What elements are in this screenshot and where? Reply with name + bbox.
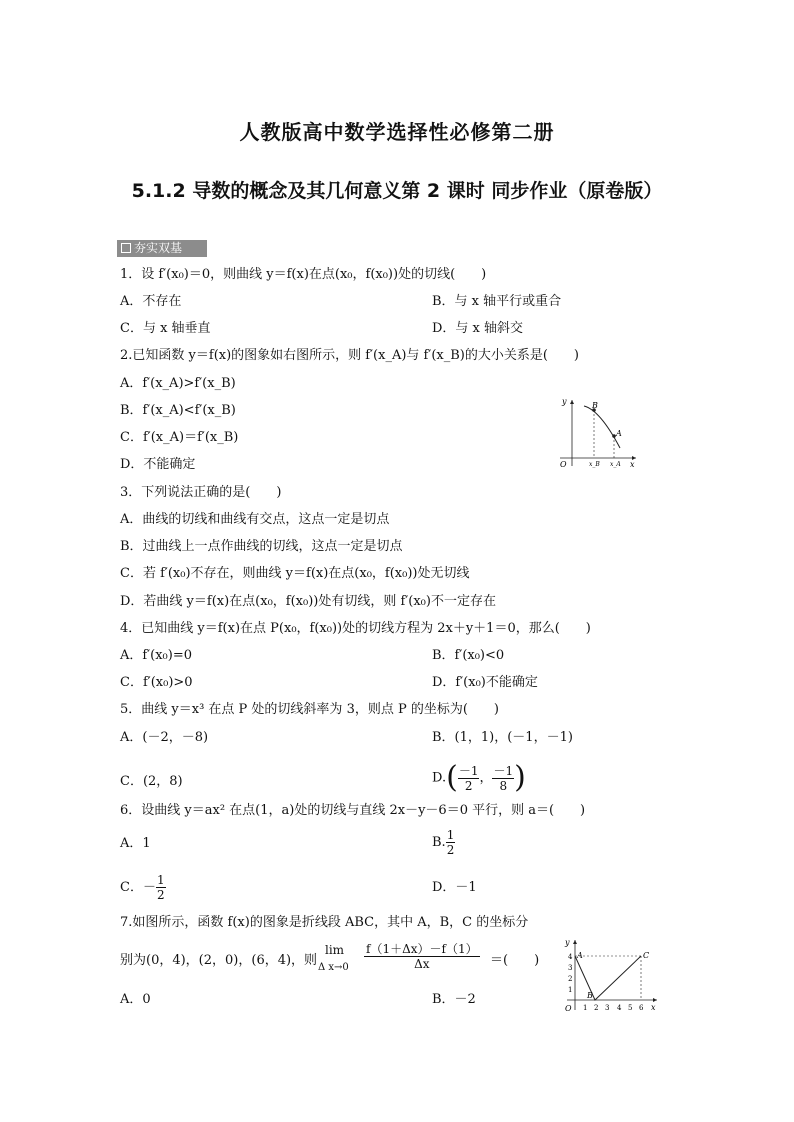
- q4-option-d: D．f′(x₀)不能确定: [432, 675, 538, 690]
- q6-b-den: 2: [446, 843, 455, 857]
- q7-fig-x-label: x: [651, 1003, 656, 1012]
- section-badge: [117, 240, 207, 257]
- q7-fig-ytick: 3: [568, 964, 573, 972]
- q7-option-b: B．－2: [432, 992, 476, 1007]
- q6-b-frac: [446, 828, 456, 857]
- q2-fig-y-label: y: [562, 397, 567, 406]
- q7-fig-xtick: 4: [617, 1004, 622, 1012]
- q2-option-a: A．f′(x_A)>f′(x_B): [120, 376, 236, 391]
- q3-option-c: C．若 f′(x₀)不存在，则曲线 y＝f(x)在点(x₀，f(x₀))处无切线: [120, 566, 470, 581]
- page-subtitle: 5.1.2 导数的概念及其几何意义第 2 课时 同步作业（原卷版）: [131, 180, 663, 202]
- q7-fig-point-a: A: [577, 951, 583, 960]
- q7-fig-xtick: 1: [583, 1004, 588, 1012]
- q5-option-b: B．(1，1)，(－1，－1): [432, 730, 573, 745]
- notebook-icon: [121, 243, 131, 253]
- q2-option-c: C．f′(x_A)＝f′(x_B): [120, 430, 239, 445]
- q2-fig-origin: O: [560, 460, 567, 469]
- q6-c-den: 2: [156, 888, 165, 902]
- q4-option-b: B．f′(x₀)<0: [432, 648, 505, 663]
- q7-figure: [555, 936, 663, 1016]
- q7-fig-ytick: 4: [568, 953, 573, 961]
- badge-label: 夯实双基: [134, 241, 183, 255]
- q7-fig-xtick: 6: [639, 1004, 644, 1012]
- q2-fig-point-b: B: [592, 401, 598, 410]
- q6-c-frac: [156, 873, 166, 902]
- q6-option-b: [432, 828, 455, 857]
- q5-d-frac2: [492, 764, 514, 793]
- q7-fig-xtick: 5: [628, 1004, 633, 1012]
- q6-option-c: [120, 873, 166, 902]
- q2-stem: 2.已知函数 y＝f(x)的图象如右图所示，则 f′(x_A)与 f′(x_B)的大小关系是( ): [120, 348, 579, 363]
- q5-stem: 5．曲线 y＝x³ 在点 P 处的切线斜率为 3，则点 P 的坐标为( ): [120, 702, 499, 717]
- q7-fig-y-label: y: [565, 938, 570, 947]
- q7-frac-den: Δx: [414, 957, 430, 971]
- q2-fig-x-label: x: [630, 460, 635, 469]
- q6-option-d: D．－1: [432, 880, 477, 895]
- q5-d-num1: －1: [458, 763, 479, 778]
- q4-stem: 4．已知曲线 y＝f(x)在点 P(x₀，f(x₀))处的切线方程为 2x＋y＋1＝0，那么( ): [120, 621, 591, 636]
- q7-fig-ytick: 2: [568, 975, 573, 983]
- q3-option-a: A．曲线的切线和曲线有交点，这点一定是切点: [120, 512, 390, 527]
- q5-d-den1: 2: [464, 778, 473, 793]
- q5-d-rparen: ): [514, 760, 526, 795]
- q7-stem-2: 别为(0，4)，(2，0)，(6，4)，则: [120, 953, 318, 968]
- q3-option-b: B．过曲线上一点作曲线的切线，这点一定是切点: [120, 539, 403, 554]
- q5-d-num2: －1: [493, 763, 514, 778]
- q7-stem: 7.如图所示，函数 f(x)的图象是折线段 ABC，其中 A，B，C 的坐标分: [120, 915, 529, 930]
- q7-fig-xtick: 3: [605, 1004, 610, 1012]
- q7-fig-xtick: 2: [594, 1004, 599, 1012]
- q4-option-a: A．f′(x₀)=0: [120, 648, 193, 663]
- q1-stem: 1．设 f′(x₀)＝0，则曲线 y＝f(x)在点(x₀，f(x₀))处的切线( ): [120, 267, 487, 282]
- q2-fig-xb-label: x_B: [589, 461, 600, 468]
- q7-fig-point-b: B: [587, 991, 593, 1000]
- q1-option-c: C．与 x 轴垂直: [120, 321, 211, 336]
- q1-option-d: D．与 x 轴斜交: [432, 321, 524, 336]
- q5-d-prefix: D.: [432, 770, 447, 786]
- q6-c-num: 1: [156, 873, 165, 887]
- q7-option-a: A．0: [120, 992, 151, 1007]
- q7-fig-ytick: 1: [568, 986, 573, 994]
- q6-stem: 6．设曲线 y＝ax² 在点(1，a)处的切线与直线 2x－y－6＝0 平行，则 a＝( ): [120, 803, 586, 818]
- q4-option-c: C．f′(x₀)>0: [120, 675, 193, 690]
- q6-c-prefix: C．－: [120, 880, 156, 895]
- q5-d-lparen: (: [446, 760, 458, 795]
- q7-lim: lim: [325, 943, 345, 957]
- q1-option-a: A．不存在: [120, 294, 182, 309]
- q1-option-b: B．与 x 轴平行或重合: [432, 294, 562, 309]
- q2-fig-point-a: A: [616, 429, 622, 438]
- q3-option-d: D．若曲线 y＝f(x)在点(x₀，f(x₀))处有切线，则 f′(x₀)不一定存在: [120, 594, 496, 609]
- q7-frac: [364, 942, 480, 971]
- q2-fig-xa-label: x_A: [610, 461, 621, 468]
- q7-fig-point-c: C: [643, 951, 650, 960]
- q7-lim-sub: Δ x→0: [318, 962, 349, 973]
- q7-tail: ＝( ): [490, 953, 540, 968]
- q3-stem: 3．下列说法正确的是( ): [120, 485, 282, 500]
- q5-d-den2: 8: [499, 778, 508, 793]
- q7-frac-num: f（1＋Δx）－f（1）: [366, 942, 478, 956]
- q5-option-a: A．(－2，－8): [120, 730, 209, 745]
- q6-option-a: A．1: [120, 836, 151, 851]
- q5-option-c: C．(2，8): [120, 774, 183, 789]
- q5-d-sep: ，: [479, 770, 493, 786]
- page-title: 人教版高中数学选择性必修第二册: [239, 120, 555, 144]
- q2-figure: [548, 396, 640, 470]
- q5-option-d: [432, 760, 526, 797]
- q7-fig-origin: O: [565, 1004, 572, 1013]
- q6-b-num: 1: [446, 828, 455, 842]
- q6-b-prefix: B.: [432, 835, 446, 850]
- q2-option-d: D．不能确定: [120, 457, 196, 472]
- q2-option-b: B．f′(x_A)<f′(x_B): [120, 403, 236, 418]
- q5-d-frac1: [458, 764, 480, 793]
- q7-fraction: [364, 942, 480, 971]
